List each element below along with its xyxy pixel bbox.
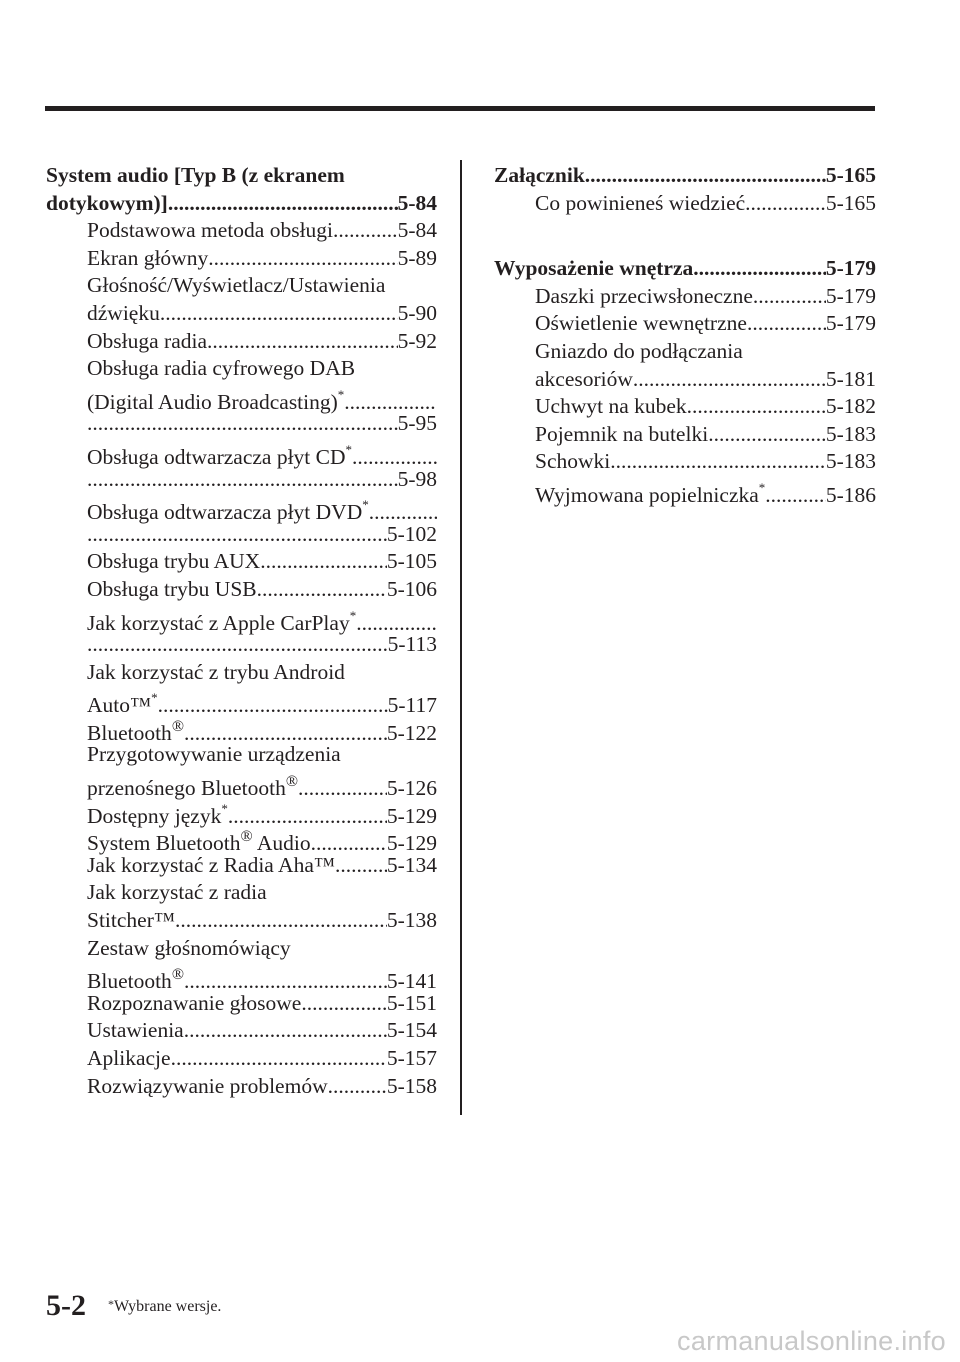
toc-entry-title <box>87 1045 171 1073</box>
toc-entry <box>46 521 437 549</box>
toc-entry-text: Załącznik <box>494 163 585 187</box>
toc-entry <box>46 879 437 907</box>
toc-entry-text: Przygotowywanie urządzenia <box>87 742 341 767</box>
dot-leader <box>708 421 826 449</box>
toc-entry <box>46 576 437 604</box>
toc-entry-text: Obsługa radia <box>87 328 208 353</box>
toc-entry <box>46 438 437 470</box>
toc-page-ref[interactable]: 5-165 <box>825 190 876 215</box>
toc-page-ref[interactable]: 5-113 <box>387 632 437 657</box>
toc-entry <box>494 393 876 421</box>
toc-entry-text: Jak korzystać z radia <box>87 880 267 905</box>
dot-leader <box>301 990 386 1018</box>
toc-page-ref[interactable]: 5-157 <box>386 1046 437 1070</box>
toc-entry-text: Obsługa radia cyfrowego DAB <box>87 356 356 381</box>
toc-entry-title <box>535 393 687 421</box>
toc-page-ref[interactable]: 5-158 <box>386 1073 437 1098</box>
dot-leader <box>328 1073 387 1101</box>
toc-page-ref[interactable]: 5-179 <box>825 283 876 308</box>
toc-entry-text: System Bluetooth <box>87 831 241 856</box>
toc-entry-title <box>87 990 301 1018</box>
registered-mark: ® <box>171 717 184 735</box>
toc-entry <box>46 1017 437 1045</box>
optional-equipment-mark: * <box>349 607 357 623</box>
dot-leader <box>585 162 826 190</box>
toc-entry-title <box>87 272 385 300</box>
watermark: carmanualsonline.info <box>677 1326 946 1356</box>
toc-entry-text: Jak korzystać z trybu Android <box>87 659 345 684</box>
toc-page-ref[interactable]: 5-102 <box>386 521 437 546</box>
toc-entry <box>46 355 437 383</box>
toc-page-ref[interactable]: 5-129 <box>386 803 437 828</box>
toc-entry-text: Obsługa odtwarzacza płyt DVD <box>87 500 363 525</box>
toc-entry <box>46 548 437 576</box>
toc-entry <box>46 659 437 687</box>
toc-entry-title <box>87 245 208 273</box>
toc-entry-title <box>535 338 743 366</box>
toc-entry <box>46 410 437 438</box>
toc-entry-title <box>87 1073 328 1101</box>
optional-equipment-mark: * <box>362 497 369 513</box>
toc-page-ref[interactable]: 5-84 <box>397 218 437 243</box>
toc-page-ref[interactable]: 5-90 <box>397 300 437 325</box>
toc-entry-title <box>87 355 355 383</box>
toc-heading <box>494 162 876 190</box>
toc-entry-title <box>87 852 335 880</box>
toc-entry-text: Podstawowa metoda obsługi <box>87 218 334 243</box>
dot-leader <box>158 692 388 720</box>
toc-page-ref[interactable]: 5-141 <box>386 969 437 994</box>
toc-entry <box>46 852 437 880</box>
toc-heading <box>46 162 437 190</box>
toc-entry <box>46 1045 437 1073</box>
toc-entry-text: Gniazdo do podłączania <box>535 338 743 363</box>
toc-entry <box>46 604 437 635</box>
toc-entry-title <box>87 576 257 604</box>
dot-leader <box>168 190 398 218</box>
dot-leader <box>747 310 826 338</box>
dot-leader <box>765 482 826 510</box>
toc-entry-title <box>46 190 168 218</box>
toc-entry-text: Daszki przeciwsłoneczne <box>535 283 753 308</box>
toc-entry-title <box>494 162 585 190</box>
toc-page-ref[interactable]: 5-106 <box>386 576 437 601</box>
toc-entry-title <box>87 659 345 687</box>
toc-entry <box>46 300 437 328</box>
toc-page-ref[interactable]: 5-98 <box>397 466 437 491</box>
toc-entry-title <box>535 283 753 311</box>
dot-leader <box>87 631 388 659</box>
toc-page-ref[interactable]: 5-186 <box>825 483 876 508</box>
toc-page-ref[interactable]: 5-105 <box>386 549 437 574</box>
toc-entry-text: dotykowym)] <box>46 190 168 215</box>
toc-entry-title <box>535 310 747 338</box>
toc-entry <box>46 217 437 245</box>
toc-entry-title <box>87 217 333 245</box>
footnote <box>108 1298 221 1316</box>
toc-entry-text: (Digital Audio Broadcasting) <box>87 389 338 414</box>
optional-equipment-mark: * <box>345 441 353 457</box>
toc-page-ref[interactable]: 5-92 <box>397 328 437 353</box>
toc-entry <box>46 383 437 414</box>
toc-entry <box>46 466 437 494</box>
toc-entry-text: Zestaw głośnomówiący <box>87 935 291 960</box>
toc-entry <box>494 190 876 218</box>
toc-entry <box>494 476 876 508</box>
toc-entry <box>494 283 876 311</box>
top-rule <box>45 106 875 111</box>
toc-entry-text: Stitcher™ <box>87 908 175 933</box>
toc-entry <box>494 366 876 394</box>
toc-gap <box>494 217 876 255</box>
dot-leader <box>207 328 398 356</box>
toc-page-ref[interactable]: 5-183 <box>825 421 876 446</box>
registered-mark: ® <box>171 966 184 984</box>
optional-equipment-mark: * <box>221 800 228 816</box>
toc-page-ref[interactable]: 5-182 <box>825 394 876 419</box>
toc-entry <box>494 421 876 449</box>
toc-page-ref[interactable]: 5-151 <box>386 990 437 1015</box>
toc-entry-text: Schowki <box>535 449 611 474</box>
toc-entry-text: Ustawienia <box>87 1018 184 1043</box>
toc-entry-text: Obsługa trybu AUX <box>87 549 261 574</box>
dot-leader <box>87 410 398 438</box>
toc-entry-title <box>46 162 345 190</box>
toc-entry-text: Wyposażenie wnętrza <box>494 256 694 281</box>
toc-entry <box>46 907 437 935</box>
toc-entry-text: Wyjmowana popielniczka <box>535 483 759 508</box>
toc-entry <box>46 272 437 300</box>
toc-entry-title <box>87 300 160 328</box>
toc-entry-title <box>87 548 260 576</box>
toc-entry-text: Obsługa trybu USB <box>87 576 257 601</box>
toc-entry-title <box>535 448 610 476</box>
toc-page-ref[interactable]: 5-95 <box>397 411 437 436</box>
registered-mark: ® <box>240 828 253 846</box>
toc-page-ref[interactable]: 5-181 <box>825 366 876 391</box>
toc-entry-text: Jak korzystać z Radia Aha™ <box>87 852 335 877</box>
toc-page-ref[interactable]: 5-122 <box>386 721 437 746</box>
toc-entry <box>46 328 437 356</box>
dot-leader <box>298 775 387 803</box>
toc-page-ref[interactable]: 5-179 <box>825 311 876 336</box>
toc-entry-text: akcesoriów <box>535 366 633 391</box>
toc-entry-text: Rozwiązywanie problemów <box>87 1073 328 1098</box>
toc-heading <box>494 255 876 283</box>
optional-equipment-mark: * <box>758 479 766 495</box>
dot-leader <box>335 852 387 880</box>
toc-page-ref[interactable]: 5-134 <box>386 852 437 877</box>
optional-equipment-mark: * <box>151 690 158 706</box>
toc-entry <box>46 631 437 659</box>
toc-entry-text: Uchwyt na kubek <box>535 394 687 419</box>
toc-entry-title <box>87 1017 184 1045</box>
dot-leader <box>171 1045 387 1073</box>
toc-entry-text: Obsługa odtwarzacza płyt CD <box>87 445 346 470</box>
dot-leader <box>87 466 398 494</box>
toc-entry <box>494 338 876 366</box>
dot-leader <box>693 255 826 283</box>
toc-entry-text: Co powinieneś wiedzieć <box>535 190 746 215</box>
toc-entry-text: Bluetooth <box>87 721 172 746</box>
toc-entry-text: System audio [Typ B (z ekranem <box>46 163 345 187</box>
toc-page-ref[interactable]: 5-84 <box>397 190 437 215</box>
dot-leader <box>687 393 826 421</box>
dot-leader <box>260 548 387 576</box>
toc-entry-title <box>535 476 765 510</box>
optional-equipment-mark: * <box>337 386 345 402</box>
toc-page-ref[interactable]: 5-89 <box>397 245 437 270</box>
toc-entry-text: dźwięku <box>87 300 160 325</box>
toc-entry <box>46 990 437 1018</box>
dot-leader <box>333 217 398 245</box>
dot-leader <box>753 283 826 311</box>
toc-entry <box>46 686 437 718</box>
toc-entry <box>494 448 876 476</box>
toc-entry-title <box>87 935 291 963</box>
toc-entry <box>46 935 437 963</box>
toc-page-ref[interactable]: 5-154 <box>386 1018 437 1043</box>
toc-entry <box>46 769 437 801</box>
toc-page-ref[interactable]: 5-129 <box>386 831 437 856</box>
registered-mark: ® <box>285 773 298 791</box>
toc-entry-title <box>535 421 708 449</box>
toc-heading <box>46 190 437 218</box>
column-divider <box>460 160 462 1115</box>
toc-page-ref[interactable]: 5-183 <box>825 449 876 474</box>
toc-entry <box>46 245 437 273</box>
footnote-asterisk: * <box>108 1297 114 1311</box>
dot-leader <box>175 907 387 935</box>
toc-entry-text: Oświetlenie wewnętrzne <box>535 311 747 336</box>
toc-entry <box>46 1073 437 1101</box>
toc-page-ref[interactable]: 5-117 <box>387 693 437 718</box>
toc-entry-title <box>535 366 633 394</box>
dot-leader <box>610 448 826 476</box>
toc-page-ref[interactable]: 5-138 <box>386 908 437 933</box>
toc-entry-text: Głośność/Wyświetlacz/Ustawienia <box>87 273 386 298</box>
dot-leader <box>633 366 826 394</box>
toc-left-column <box>46 162 437 1100</box>
toc-entry-text: Rozpoznawanie głosowe <box>87 990 302 1015</box>
toc-entry <box>46 962 437 994</box>
toc-entry-text-suffix: Audio <box>252 831 311 856</box>
toc-entry <box>46 493 437 525</box>
toc-entry <box>494 310 876 338</box>
dot-leader <box>208 245 397 273</box>
dot-leader <box>257 576 387 604</box>
toc-entry-text: Jak korzystać z Apple CarPlay <box>87 610 350 635</box>
toc-entry-title <box>494 255 693 283</box>
toc-entry-text: Auto™ <box>87 693 152 718</box>
dot-leader <box>87 521 387 549</box>
toc-page-ref[interactable]: 5-165 <box>825 163 876 187</box>
toc-entry-title <box>535 190 745 218</box>
toc-right-column <box>494 162 876 508</box>
toc-entry-text: przenośnego Bluetooth <box>87 776 286 801</box>
toc-entry-text: Dostępny język <box>87 803 222 828</box>
dot-leader <box>184 1017 387 1045</box>
toc-page-ref[interactable]: 5-179 <box>825 256 876 281</box>
toc-entry-title <box>87 328 207 356</box>
dot-leader <box>160 300 398 328</box>
footnote-text: Wybrane wersje. <box>114 1298 222 1315</box>
dot-leader <box>745 190 826 218</box>
toc-entry-text: Bluetooth <box>87 969 172 994</box>
toc-entry-title <box>87 741 341 769</box>
toc-entry-text: Pojemnik na butelki <box>535 421 709 446</box>
toc-page-ref[interactable]: 5-126 <box>386 776 437 801</box>
toc-entry-title <box>87 907 175 935</box>
toc-entry-title <box>87 879 267 907</box>
toc-entry-text: Ekran główny <box>87 245 209 270</box>
toc-entry-text: Aplikacje <box>87 1046 171 1070</box>
page-number: 5-2 <box>46 1289 86 1322</box>
